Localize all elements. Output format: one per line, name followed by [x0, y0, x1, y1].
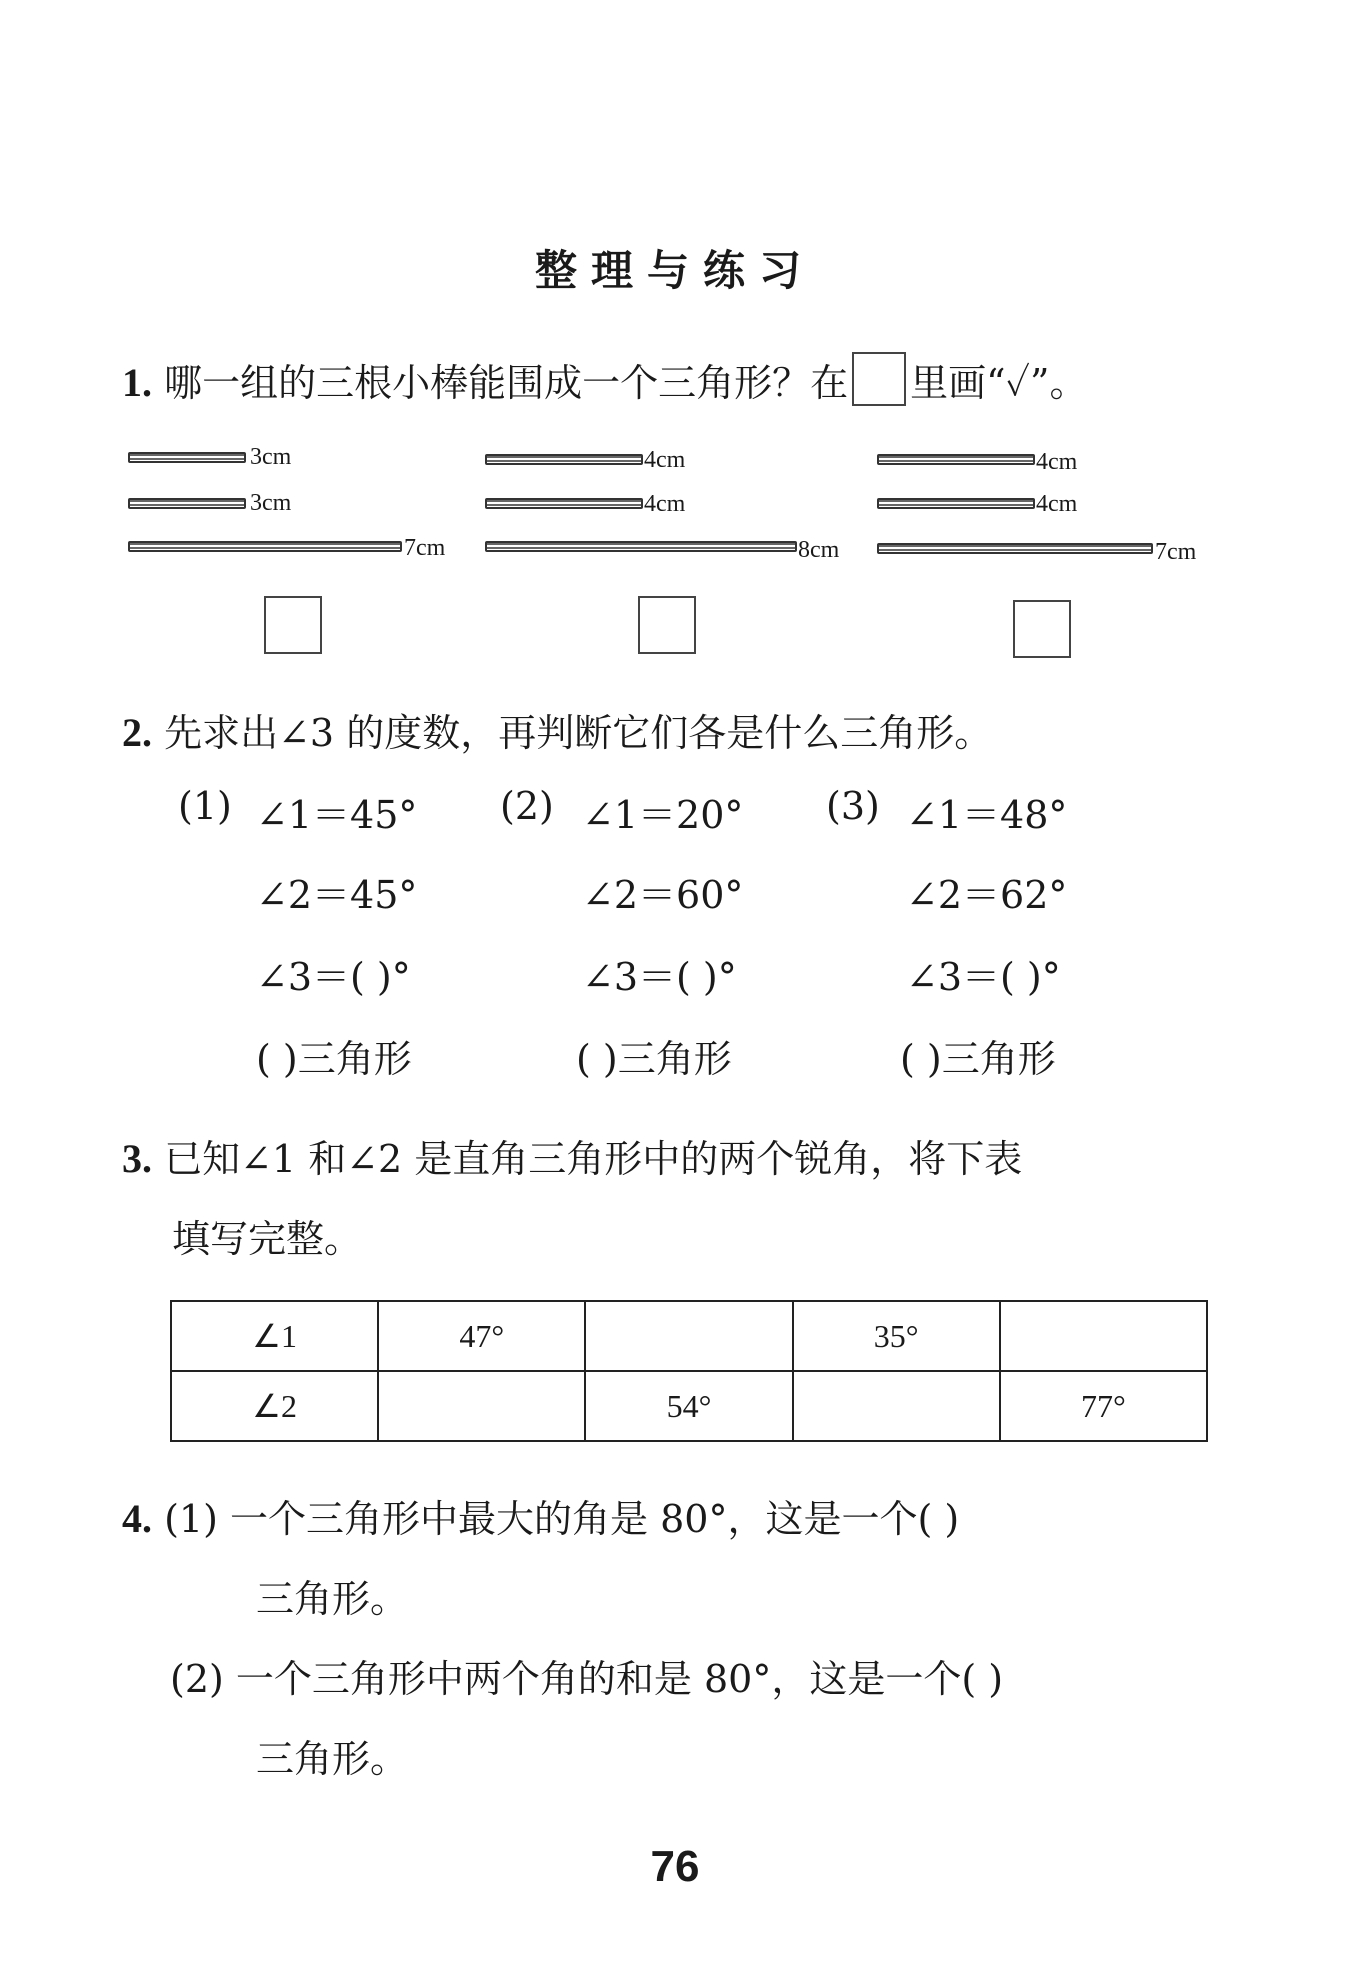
table-row: [171, 1301, 1207, 1371]
table-cell: ∠1: [171, 1301, 378, 1371]
table-cell-blank[interactable]: [585, 1301, 792, 1371]
stick-label: 4cm: [644, 447, 686, 473]
table-cell: 35°: [793, 1301, 1000, 1371]
q2-text: 先求出∠3 的度数，再判断它们各是什么三角形。: [164, 711, 993, 755]
q2-part3-angle2: ∠2＝62°: [906, 873, 1068, 917]
q1-answer-box-2[interactable]: [638, 596, 696, 654]
stick-g2-2: [485, 498, 643, 509]
q4-part2-line1: [170, 1648, 1003, 1703]
q2-part1-angle3[interactable]: ∠3＝( )°: [256, 955, 411, 999]
q4-part2-label: (2): [170, 1657, 224, 1701]
q2-part1-angle2: ∠2＝45°: [256, 873, 418, 917]
q1-answer-box-3[interactable]: [1013, 600, 1071, 658]
page-number: 76: [650, 1842, 700, 1891]
q2-part1-angle1: ∠1＝45°: [256, 793, 418, 837]
stick-g3-2: [877, 498, 1035, 509]
q1-text-after: 里画“✓”。: [910, 361, 1088, 405]
stick-label: 3cm: [250, 490, 292, 516]
q1-answer-box-1[interactable]: [264, 596, 322, 654]
stick-g2-1: [485, 454, 643, 465]
q1-number: 1.: [122, 360, 152, 405]
q2-part2-angle1: ∠1＝20°: [582, 793, 744, 837]
q2-prompt: [122, 702, 992, 757]
q3-text-line2: 填写完整。: [172, 1217, 363, 1261]
q4-part1-line2: 三角形。: [256, 1577, 409, 1621]
q2-number: 2.: [122, 710, 152, 755]
stick-label: 7cm: [1155, 539, 1197, 565]
q1-example-box: [852, 352, 906, 406]
table-cell: ∠2: [171, 1371, 378, 1441]
stick-g2-3: [485, 541, 797, 552]
table-cell-blank[interactable]: [793, 1371, 1000, 1441]
q2-part1-type[interactable]: ( )三角形: [256, 1037, 412, 1081]
table-cell: 54°: [585, 1371, 792, 1441]
q1-prompt: [122, 352, 1087, 407]
q4-part1-line1: [122, 1488, 959, 1543]
q2-part2-angle2: ∠2＝60°: [582, 873, 744, 917]
q2-part2-angle3[interactable]: ∠3＝( )°: [582, 955, 737, 999]
stick-label: 8cm: [798, 537, 840, 563]
q2-part3-angle1: ∠1＝48°: [906, 793, 1068, 837]
q2-part3-type[interactable]: ( )三角形: [900, 1037, 1056, 1081]
stick-g1-3: [128, 541, 402, 552]
q3-prompt-line1: [122, 1128, 1022, 1183]
q3-text-line1: 已知∠1 和∠2 是直角三角形中的两个锐角，将下表: [164, 1137, 1023, 1181]
q2-part1-label: (1): [178, 784, 232, 828]
stick-g3-3: [877, 543, 1153, 554]
q2-part3-angle3[interactable]: ∠3＝( )°: [906, 955, 1061, 999]
q2-part3-label: (3): [826, 784, 880, 828]
stick-label: 3cm: [250, 444, 292, 470]
table-cell: 47°: [378, 1301, 585, 1371]
q4-part1-text[interactable]: 一个三角形中最大的角是 80°，这是一个( ): [230, 1497, 960, 1541]
stick-label: 4cm: [1036, 491, 1078, 517]
q3-number: 3.: [122, 1136, 152, 1181]
stick-g1-1: [128, 452, 246, 463]
q1-text-before: 哪一组的三根小棒能围成一个三角形？在: [164, 361, 849, 405]
table-cell: 77°: [1000, 1371, 1207, 1441]
table-cell-blank[interactable]: [378, 1371, 585, 1441]
stick-g3-1: [877, 454, 1035, 465]
stick-g1-2: [128, 498, 246, 509]
q3-table: [170, 1300, 1208, 1442]
q4-number: 4.: [122, 1496, 152, 1541]
q4-part2-line2: 三角形。: [256, 1737, 409, 1781]
q2-part2-label: (2): [500, 784, 554, 828]
page-title: 整理与练习: [534, 246, 815, 295]
table-cell-blank[interactable]: [1000, 1301, 1207, 1371]
stick-label: 7cm: [404, 535, 446, 561]
stick-label: 4cm: [1036, 449, 1078, 475]
q4-part1-label: (1): [164, 1497, 218, 1541]
q2-part2-type[interactable]: ( )三角形: [576, 1037, 732, 1081]
stick-label: 4cm: [644, 491, 686, 517]
table-row: [171, 1371, 1207, 1441]
q4-part2-text[interactable]: 一个三角形中两个角的和是 80°，这是一个( ): [235, 1657, 1004, 1701]
